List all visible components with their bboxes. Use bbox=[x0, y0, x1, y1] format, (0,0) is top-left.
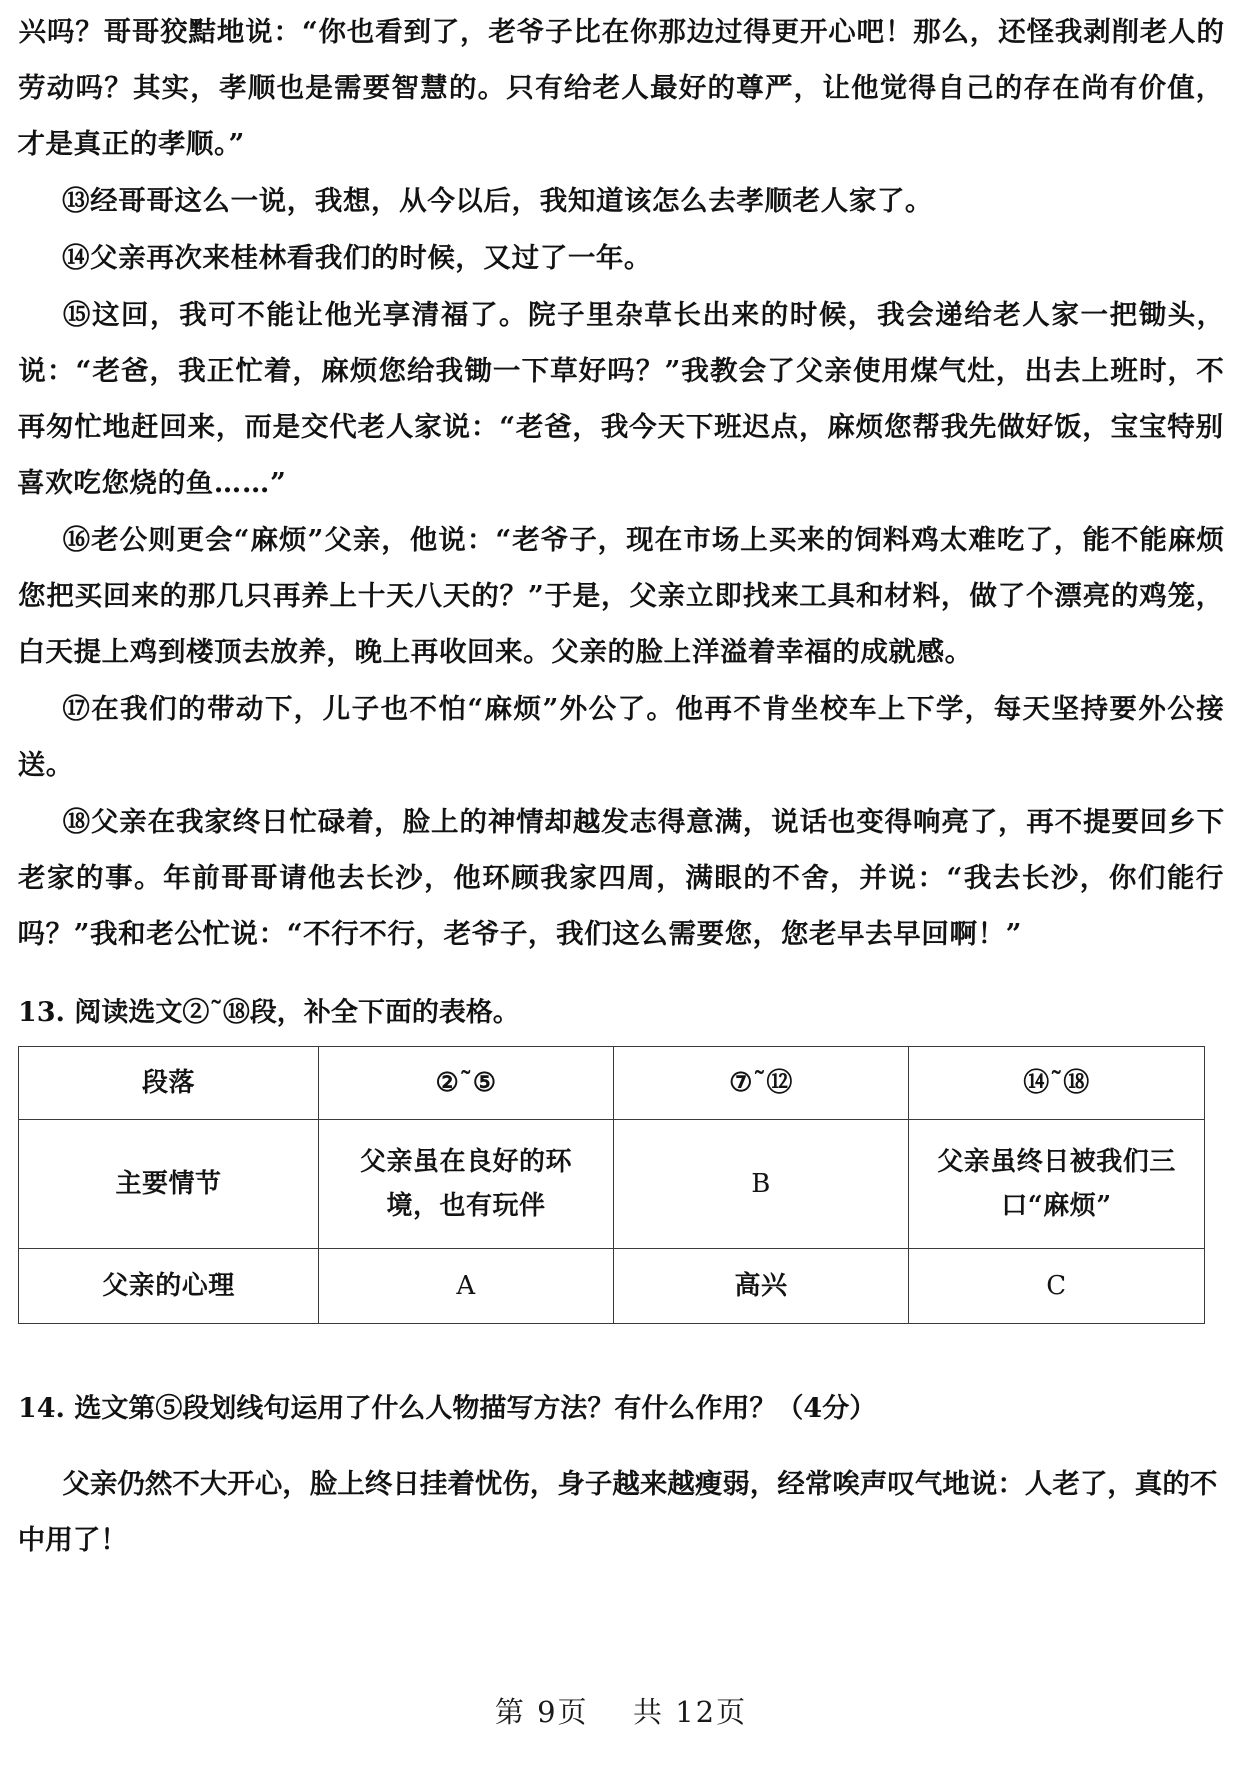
table-cell-plot-1-line1: 父亲虽在良好的环 bbox=[359, 1147, 572, 1177]
table-cell-plot-3-line2: 口“麻烦” bbox=[1001, 1191, 1112, 1221]
spacer bbox=[18, 1434, 1224, 1456]
passage-paragraph-15: ⑮这回，我可不能让他光享清福了。院子里杂草长出来的时候，我会递给老人家一把锄头，说：“老爸，我正忙着，麻烦您给我锄一下草好吗？”我教会了父亲使用煤气灶，出去上班时，不再匆忙地赶回来，而是交代老人家说：“老爸，我今天下班迟点，麻烦您帮我先做好饭，宝宝特别喜欢吃您烧的鱼……” bbox=[16, 299, 1226, 499]
question-14-quoted-sentence: 父亲仍然不大开心，脸上终日挂着忧伤，身子越来越瘦弱，经常唉声叹气地说：人老了，真的不中用了！ bbox=[17, 1468, 1218, 1556]
table-row bbox=[19, 1120, 1205, 1249]
table-header-range-3: ⑭˜⑱ bbox=[909, 1047, 1205, 1120]
passage-paragraph-18: ⑱父亲在我家终日忙碌着，脸上的神情却越发志得意满，说话也变得响亮了，再不提要回乡下老家的事。年前哥哥请他去长沙，他环顾我家四周，满眼的不舍，并说：“我去长沙，你们能行吗？”我和老公忙说：“不行不行，老爷子，我们这么需要您，您老早去早回啊！” bbox=[17, 806, 1225, 950]
passage-paragraph-14: ⑭父亲再次来桂林看我们的时候，又过了一年。 bbox=[61, 242, 653, 274]
spacer bbox=[18, 1324, 1224, 1384]
table-header-range-2: ⑦˜⑫ bbox=[614, 1047, 909, 1120]
table-cell-plot-2-blank-B: B bbox=[614, 1120, 909, 1249]
table-rowlabel-main-plot: 主要情节 bbox=[19, 1120, 319, 1249]
table-cell-mood-3-blank-C: C bbox=[909, 1249, 1205, 1324]
plot-summary-table bbox=[18, 1046, 1205, 1324]
question-13-prompt: 13. 阅读选文②˜⑱段，补全下面的表格。 bbox=[17, 997, 521, 1028]
table-cell-mood-2: 高兴 bbox=[614, 1249, 909, 1324]
table-row bbox=[19, 1249, 1205, 1324]
footer-current-page: 第 9页 bbox=[494, 1695, 589, 1729]
table-cell-plot-3-line1: 父亲虽终日被我们三 bbox=[937, 1147, 1176, 1177]
question-14-prompt: 14. 选文第⑤段划线句运用了什么人物描写方法？有什么作用？（4分） bbox=[17, 1393, 877, 1424]
passage-paragraph-17: ⑰在我们的带动下，儿子也不怕“麻烦”外公了。他再不肯坐校车上下学，每天坚持要外公接送。 bbox=[17, 693, 1225, 781]
table-header-paragraphs: 段落 bbox=[19, 1047, 319, 1120]
table-cell-plot-1 bbox=[319, 1120, 614, 1249]
table-rowlabel-father-mood: 父亲的心理 bbox=[19, 1249, 319, 1324]
table-cell-mood-1-blank-A: A bbox=[319, 1249, 614, 1324]
reading-passage bbox=[18, 0, 1224, 962]
question-14 bbox=[18, 1384, 1224, 1568]
table-header-range-1: ②˜⑤ bbox=[319, 1047, 614, 1120]
passage-paragraph-13: ⑬经哥哥这么一说，我想，从今以后，我知道该怎么去孝顺老人家了。 bbox=[61, 185, 934, 217]
table-row bbox=[19, 1047, 1205, 1120]
passage-paragraph-16: ⑯老公则更会“麻烦”父亲，他说：“老爷子，现在市场上买来的饲料鸡太难吃了，能不能麻烦您把买回来的那几只再养上十天八天的？”于是，父亲立即找来工具和材料，做了个漂亮的鸡笼，白天提上鸡到楼顶去放养，晚上再收回来。父亲的脸上洋溢着幸福的成就感。 bbox=[17, 524, 1225, 668]
page-footer bbox=[0, 1690, 1242, 1731]
passage-paragraph-continuation: 兴吗？哥哥狡黠地说：“你也看到了，老爷子比在你那边过得更开心吧！那么，还怪我剥削老人的劳动吗？其实，孝顺也是需要智慧的。只有给老人最好的尊严，让他觉得自己的存在尚有价值，才是真正的孝顺。” bbox=[17, 16, 1225, 160]
table-cell-plot-1-line2: 境，也有玩伴 bbox=[386, 1191, 546, 1221]
question-13-table-wrap bbox=[18, 1046, 1224, 1324]
table-cell-plot-3 bbox=[909, 1120, 1205, 1249]
question-13 bbox=[18, 988, 1224, 1324]
footer-total-pages: 共 12页 bbox=[632, 1695, 748, 1729]
